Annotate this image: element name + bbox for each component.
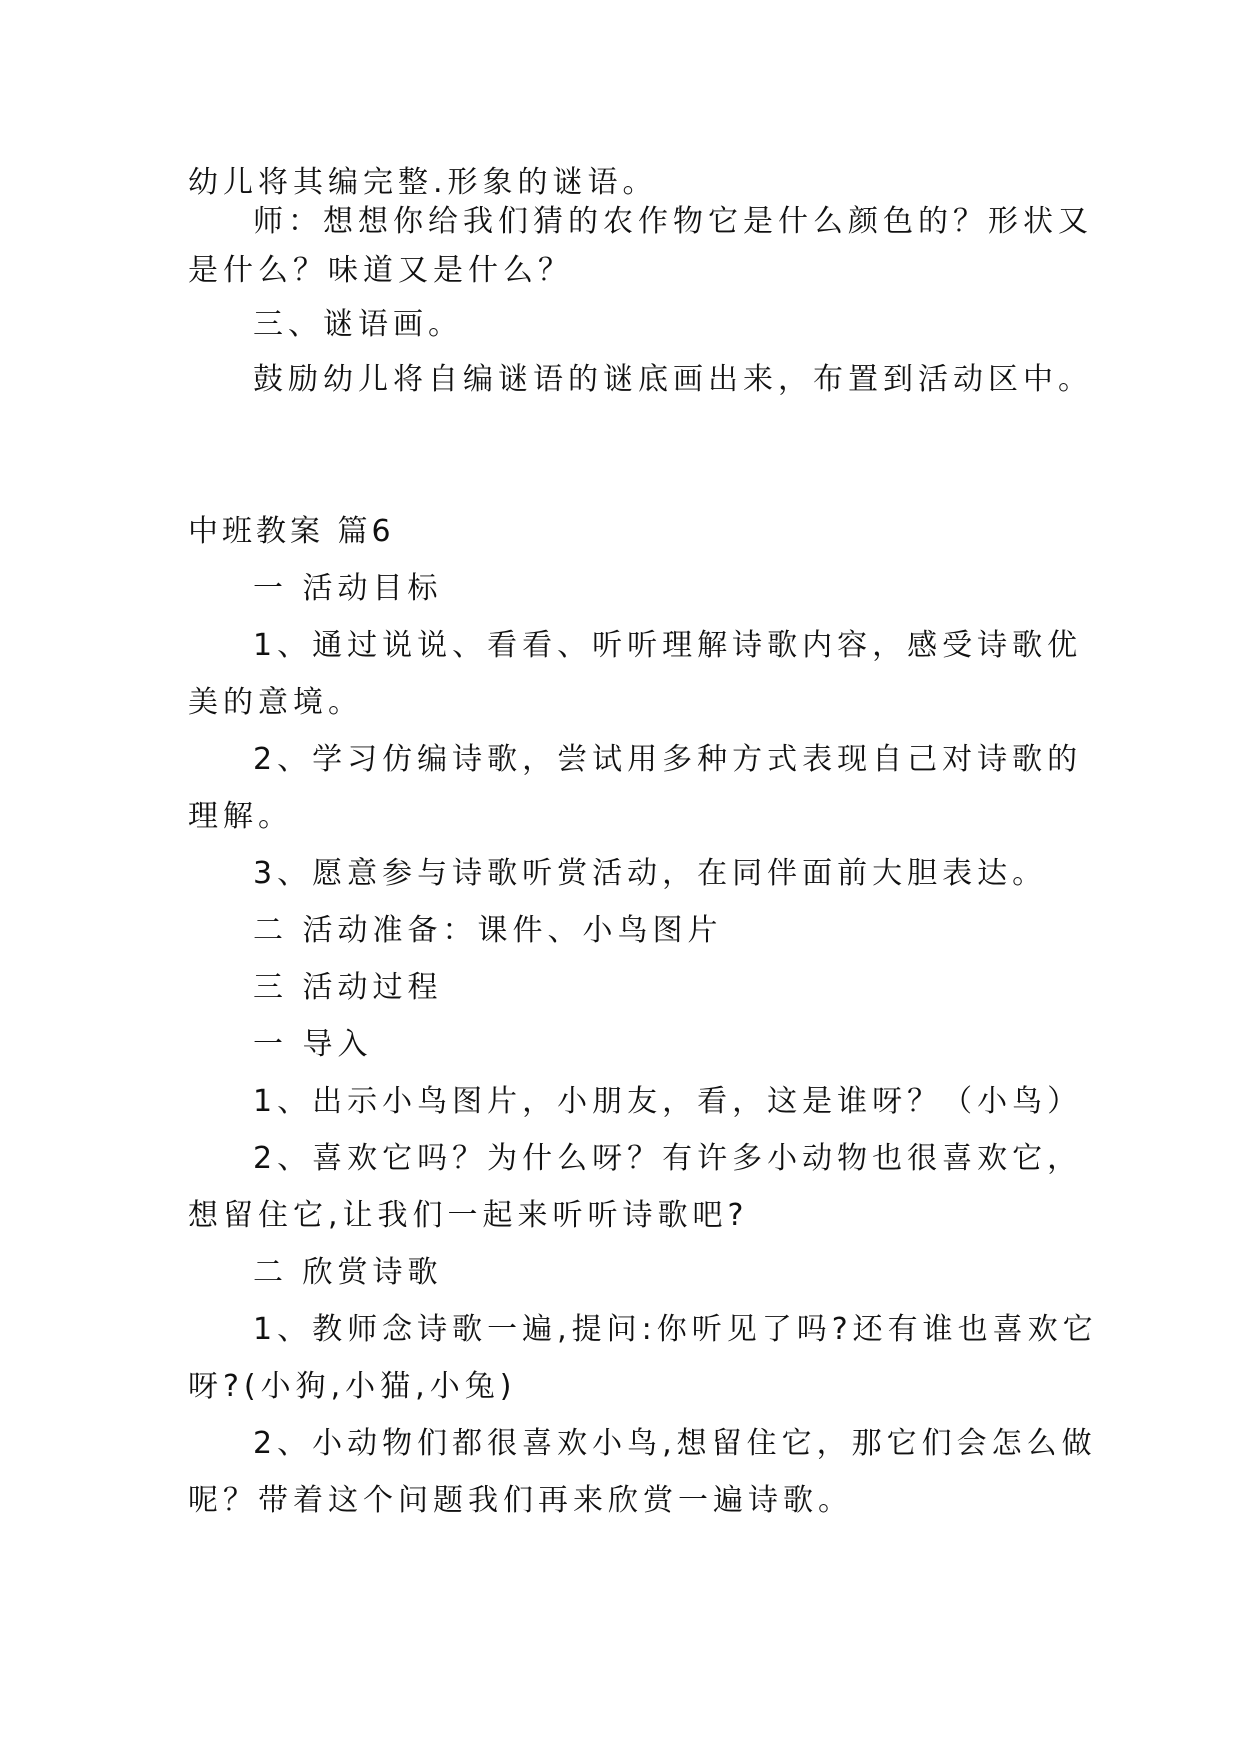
paragraph-line: 美的意境。 (188, 685, 363, 720)
section-heading: 二 欣赏诗歌 (253, 1255, 443, 1290)
section-heading: 一 活动目标 (253, 571, 443, 606)
paragraph-line: 想留住它,让我们一起来听听诗歌吧? (188, 1198, 749, 1233)
section-heading: 一 导入 (253, 1027, 373, 1062)
paragraph-line: 2、喜欢它吗？为什么呀？有许多小动物也很喜欢它， (253, 1141, 1083, 1176)
paragraph-line: 1、教师念诗歌一遍,提问:你听见了吗?还有谁也喜欢它 (253, 1312, 1098, 1347)
paragraph-line: 理解。 (188, 799, 293, 834)
lesson-title: 中班教案 篇6 (188, 514, 395, 549)
paragraph-line: 1、通过说说、看看、听听理解诗歌内容，感受诗歌优 (253, 628, 1083, 663)
section-heading: 三 活动过程 (253, 970, 443, 1005)
paragraph-line: 3、愿意参与诗歌听赏活动，在同伴面前大胆表达。 (253, 856, 1048, 891)
paragraph-line: 鼓励幼儿将自编谜语的谜底画出来，布置到活动区中。 (253, 362, 1093, 397)
paragraph-line: 幼儿将其编完整.形象的谜语。 (188, 165, 658, 200)
section-heading: 二 活动准备：课件、小鸟图片 (253, 913, 723, 948)
paragraph-line: 2、小动物们都很喜欢小鸟,想留住它，那它们会怎么做 (253, 1426, 1097, 1461)
paragraph-line: 呀?(小狗,小猫,小兔) (188, 1369, 517, 1404)
paragraph-line: 呢？带着这个问题我们再来欣赏一遍诗歌。 (188, 1483, 853, 1518)
paragraph-line: 师：想想你给我们猜的农作物它是什么颜色的？形状又 (253, 204, 1093, 239)
section-heading: 三、谜语画。 (253, 307, 463, 342)
paragraph-line: 是什么？味道又是什么？ (188, 253, 573, 288)
paragraph-line: 1、出示小鸟图片，小朋友，看，这是谁呀？（小鸟） (253, 1084, 1083, 1119)
paragraph-line: 2、学习仿编诗歌，尝试用多种方式表现自己对诗歌的 (253, 742, 1083, 777)
